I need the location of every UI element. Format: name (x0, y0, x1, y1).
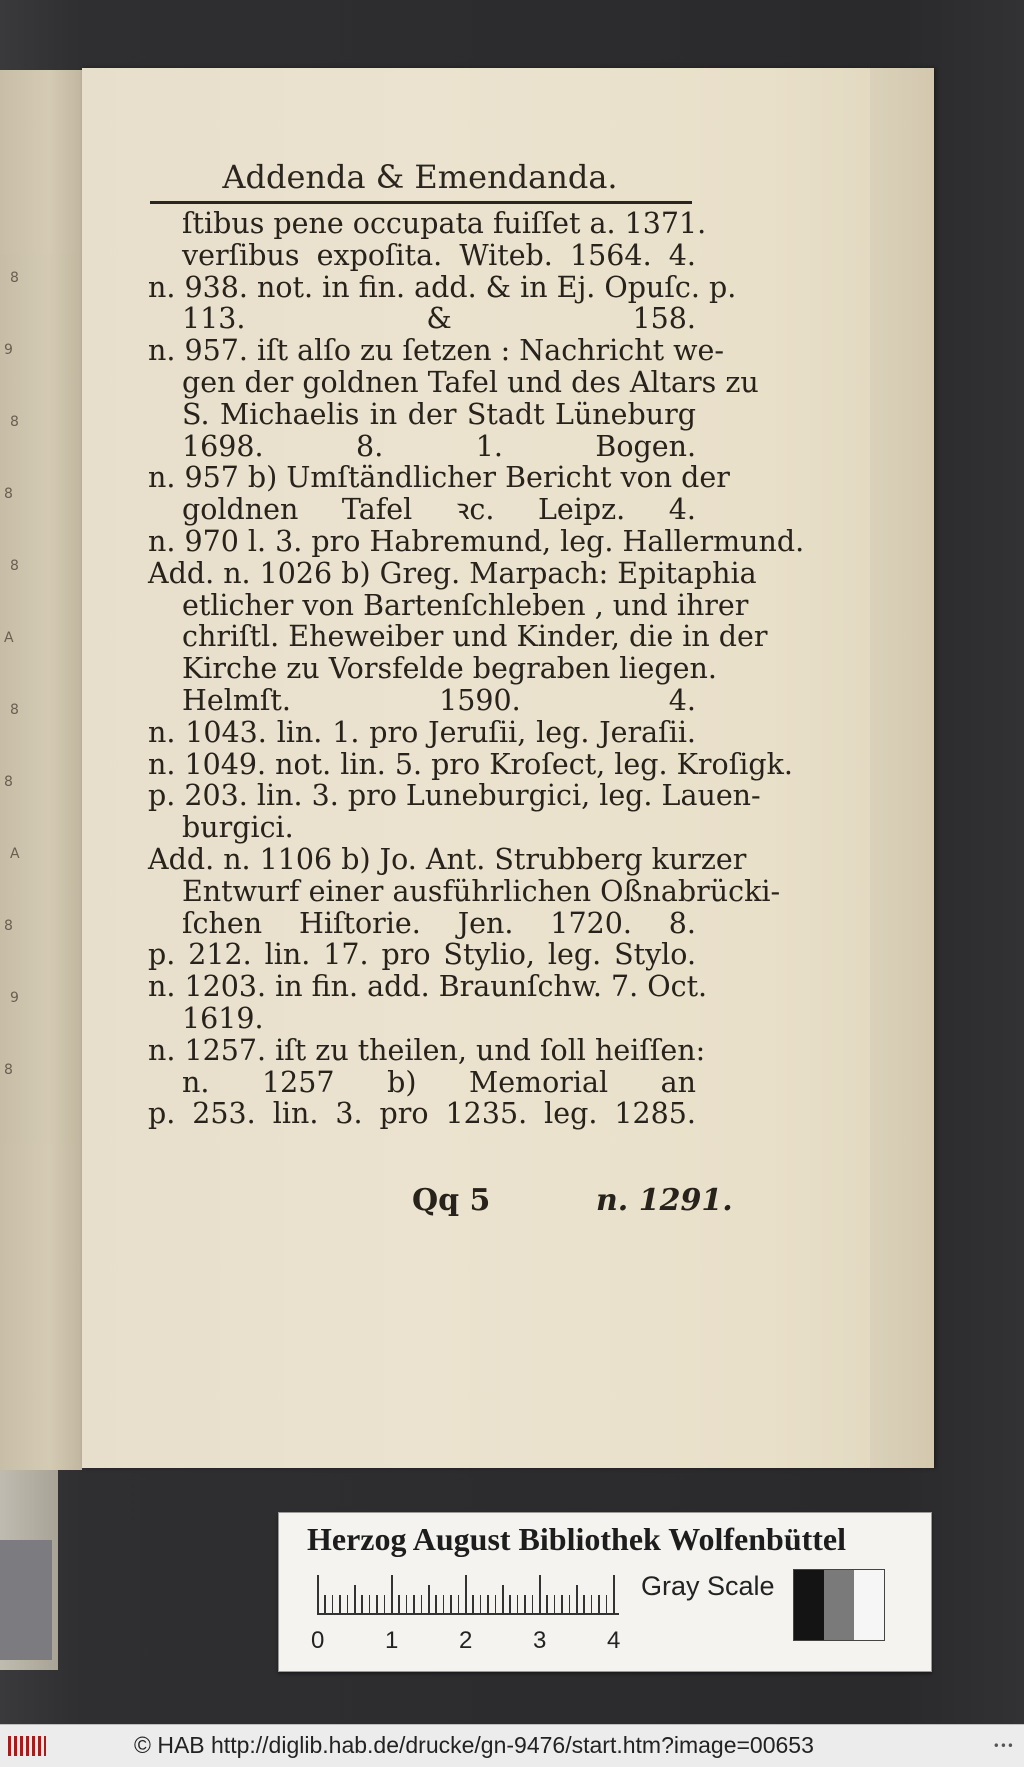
gray-scale-label: Gray Scale (641, 1571, 775, 1601)
previous-page-mark: 8 (4, 774, 13, 790)
ruler-tick (487, 1595, 489, 1613)
text-line: 1619. (182, 1001, 264, 1035)
ruler-tick (413, 1595, 415, 1613)
text-line: burgici. (182, 811, 294, 845)
text-line: n. 957. iſt alſo zu ſetzen : Nachricht we- (148, 334, 724, 368)
ruler-tick (376, 1595, 378, 1613)
ruler-number: 3 (533, 1627, 547, 1654)
ruler-tick (539, 1575, 541, 1613)
color-calibration-card (278, 1512, 932, 1672)
ruler-tick (480, 1595, 482, 1613)
text-line: n. 1203. in fin. add. Braunſchw. 7. Oct. (148, 970, 708, 1004)
previous-page-mark: 8 (4, 918, 13, 934)
text-line: n. 1043. lin. 1. pro Jeruſii, leg. Jeraſii. (148, 715, 696, 749)
text-line: Add. n. 1026 b) Greg. Marpach: Epitaphia (148, 556, 757, 590)
ruler-tick (554, 1595, 556, 1613)
ruler-tick (583, 1595, 585, 1613)
previous-page-mark: A (10, 846, 20, 862)
text-line: n. 1049. not. lin. 5. pro Kroſect, leg. Kroſigk. (148, 747, 793, 781)
previous-page-mark: A (4, 630, 14, 646)
gray-swatches (793, 1569, 885, 1641)
text-line: p. 203. lin. 3. pro Luneburgici, leg. Lauen- (148, 779, 761, 813)
ruler-tick (428, 1585, 430, 1613)
previous-page-mark: 8 (10, 270, 19, 286)
text-line: ſtibus pene occupata fuiſſet a. 1371. (182, 207, 707, 240)
ruler-tick (347, 1595, 349, 1613)
previous-page-mark: 8 (10, 702, 19, 718)
footer-bar (0, 1724, 1024, 1767)
text-line: gen der goldnen Tafel und des Altars zu (182, 365, 759, 399)
signature-mark: Qq 5 (412, 1183, 491, 1218)
scanner-shadow (0, 1540, 52, 1660)
text-line: Helmſt. 1590. 4. (182, 683, 696, 717)
ruler-tick (450, 1595, 452, 1613)
ruler-tick (591, 1595, 593, 1613)
ruler-tick (576, 1585, 578, 1613)
ruler-tick (532, 1595, 534, 1613)
ruler-tick (606, 1595, 608, 1613)
page-right-edge (870, 68, 934, 1468)
previous-page-mark: 8 (10, 414, 19, 430)
gray-swatch (824, 1570, 854, 1640)
footer-url[interactable]: © HAB http://diglib.hab.de/drucke/gn-9476/start.htm?image=00653 (134, 1732, 814, 1758)
ruler-tick (339, 1595, 341, 1613)
ruler-tick (613, 1575, 615, 1613)
text-line: n. 957 b) Umſtändlicher Bericht von der (148, 461, 730, 495)
ruler-baseline (317, 1613, 619, 1615)
ruler-tick (443, 1595, 445, 1613)
text-line: chriſtl. Eheweiber und Kinder, die in der (182, 620, 768, 654)
previous-page-mark: 9 (10, 990, 19, 1006)
ruler-tick (465, 1575, 467, 1613)
text-line: Entwurf einer ausführlichen Oßnabrücki- (182, 874, 781, 908)
ruler-tick (317, 1575, 319, 1613)
ruler-number: 0 (311, 1627, 325, 1654)
ruler-number: 2 (459, 1627, 473, 1654)
ruler-number: 1 (385, 1627, 399, 1654)
catchword: n. 1291. (596, 1183, 733, 1218)
text-block (148, 207, 805, 1131)
ruler-tick (569, 1595, 571, 1613)
ruler-tick (435, 1595, 437, 1613)
text-line: n. 1257 b) Memorial an (182, 1065, 696, 1099)
ruler-tick (495, 1595, 497, 1613)
text-line: verſibus expoſita. Witeb. 1564. 4. (182, 238, 696, 272)
ruler-tick (458, 1595, 460, 1613)
ruler-tick (421, 1595, 423, 1613)
library-title: Herzog August Bibliothek Wolfenbüttel (307, 1521, 847, 1557)
ruler-tick (561, 1595, 563, 1613)
text-line: Kirche zu Vorsfelde begraben liegen. (182, 652, 717, 686)
text-line: n. 938. not. in fin. add. & in Ej. Opuſc. p. (148, 270, 737, 304)
previous-page-mark: 8 (10, 558, 19, 574)
text-line: Add. n. 1106 b) Jo. Ant. Strubberg kurzer (148, 842, 747, 876)
ruler-tick (406, 1595, 408, 1613)
gray-swatch (854, 1570, 884, 1640)
previous-page-mark: 9 (4, 342, 13, 358)
text-line: 113. & 158. (182, 302, 696, 336)
text-line: S. Michaelis in der Stadt Lüneburg (182, 397, 696, 431)
hab-logo-icon (8, 1736, 46, 1756)
ruler-tick (391, 1575, 393, 1613)
ruler-number: 4 (607, 1627, 621, 1654)
text-line: p. 253. lin. 3. pro 1235. leg. 1285. (148, 1097, 696, 1131)
ruler-tick (324, 1595, 326, 1613)
text-line: etlicher von Bartenſchleben , und ihrer (182, 588, 749, 622)
previous-page-mark: 8 (4, 1062, 13, 1078)
ruler-tick (398, 1595, 400, 1613)
ruler-tick (354, 1585, 356, 1613)
ruler-tick (502, 1585, 504, 1613)
text-line: n. 970 l. 3. pro Habremund, leg. Hallermund. (148, 524, 805, 558)
ruler-tick (509, 1595, 511, 1613)
ruler-tick (369, 1595, 371, 1613)
text-line: n. 1257. iſt zu theilen, und ſoll heiſſen: (148, 1033, 706, 1067)
more-icon[interactable]: ••• (992, 1739, 1014, 1753)
previous-page-edge (0, 70, 82, 1470)
text-line: 1698. 8. 1. Bogen. (182, 429, 696, 463)
heading-rule (150, 201, 692, 204)
ruler-tick (332, 1595, 334, 1613)
gray-swatch (794, 1570, 824, 1640)
text-line: goldnen Tafel ꝛc. Leipz. 4. (182, 493, 696, 527)
text-line: p. 212. lin. 17. pro Stylio, leg. Stylo. (148, 938, 696, 972)
ruler-tick (524, 1595, 526, 1613)
page-heading: Addenda & Emendanda. (222, 158, 618, 196)
ruler-tick (472, 1595, 474, 1613)
ruler-tick (517, 1595, 519, 1613)
text-line: ſchen Hiſtorie. Jen. 1720. 8. (182, 906, 696, 940)
ruler-tick (361, 1595, 363, 1613)
ruler-tick (598, 1595, 600, 1613)
ruler-tick (546, 1595, 548, 1613)
previous-page-mark: 8 (4, 486, 13, 502)
ruler-tick (384, 1595, 386, 1613)
